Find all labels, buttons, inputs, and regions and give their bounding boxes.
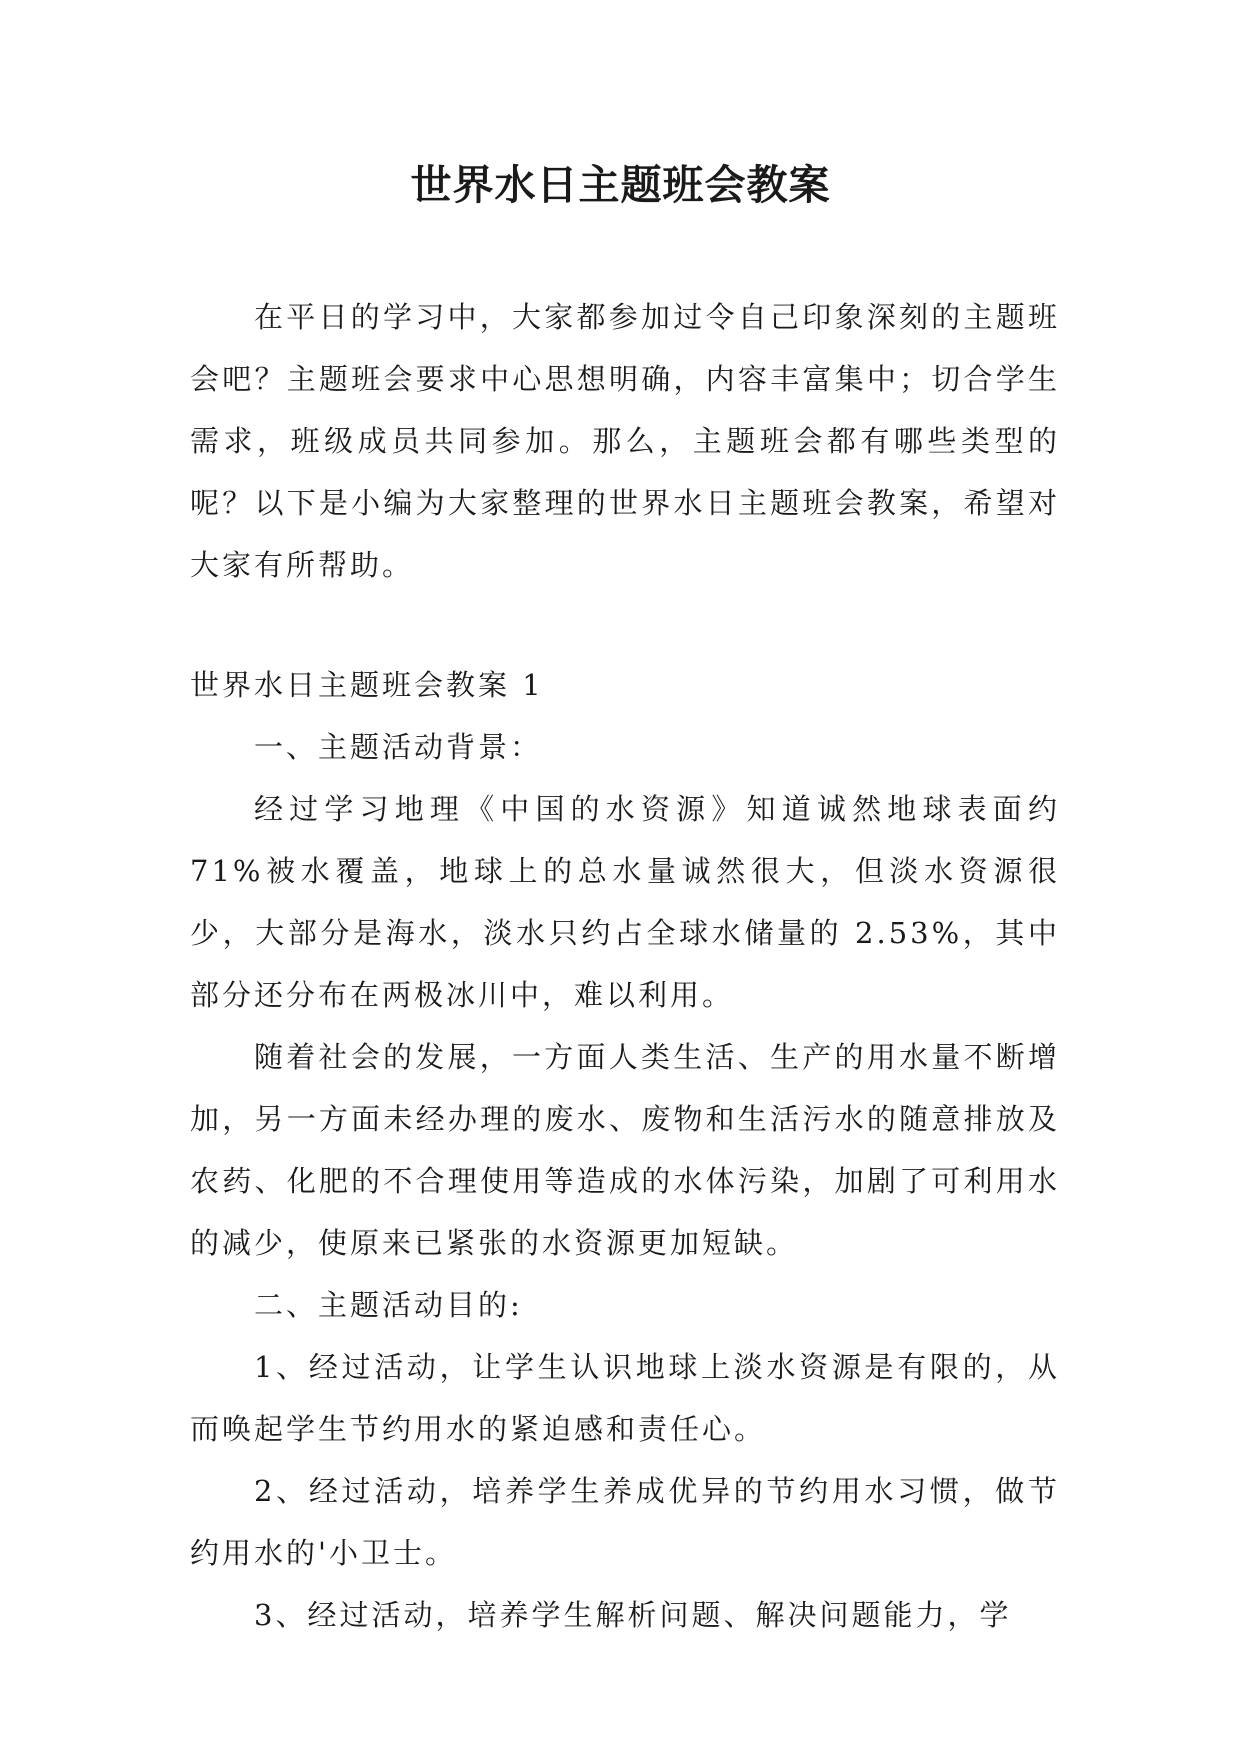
background-paragraph-1: 经过学习地理《中国的水资源》知道诚然地球表面约 71%被水覆盖，地球上的总水量诚然很大，但淡水资源很少，大部分是海水，淡水只约占全球水储量的 2.53%，其中部分还分布在两极冰川中，难以利用。 <box>190 792 1060 1012</box>
document-title: 世界水日主题班会教案 <box>410 161 831 209</box>
goal-item-2: 2、经过活动，培养学生养成优异的节约用水习惯，做节约用水的'小卫士。 <box>190 1474 1060 1570</box>
goal-item-1: 1、经过活动，让学生认识地球上淡水资源是有限的，从而唤起学生节约用水的紧迫感和责任心。 <box>190 1350 1060 1446</box>
background-heading: 一、主题活动背景： <box>254 730 543 764</box>
background-paragraph-2: 随着社会的发展，一方面人类生活、生产的用水量不断增加，另一方面未经办理的废水、废物和生活污水的随意排放及农药、化肥的不合理使用等造成的水体污染，加剧了可利用水的减少，使原来已紧张的水资源更加短缺。 <box>190 1040 1060 1260</box>
intro-paragraph: 在平日的学习中，大家都参加过令自己印象深刻的主题班会吧？主题班会要求中心思想明确，内容丰富集中；切合学生需求，班级成员共同参加。那么，主题班会都有哪些类型的呢？以下是小编为大家整理的世界水日主题班会教案，希望对大家有所帮助。 <box>190 300 1060 582</box>
paragraph-spacer <box>190 596 1060 654</box>
section-heading: 世界水日主题班会教案 1 <box>190 668 544 702</box>
goal-item-3: 3、经过活动，培养学生解析问题、解决问题能力，学 <box>254 1598 1012 1632</box>
document-body <box>190 286 1060 1646</box>
goals-heading: 二、主题活动目的: <box>254 1288 523 1322</box>
